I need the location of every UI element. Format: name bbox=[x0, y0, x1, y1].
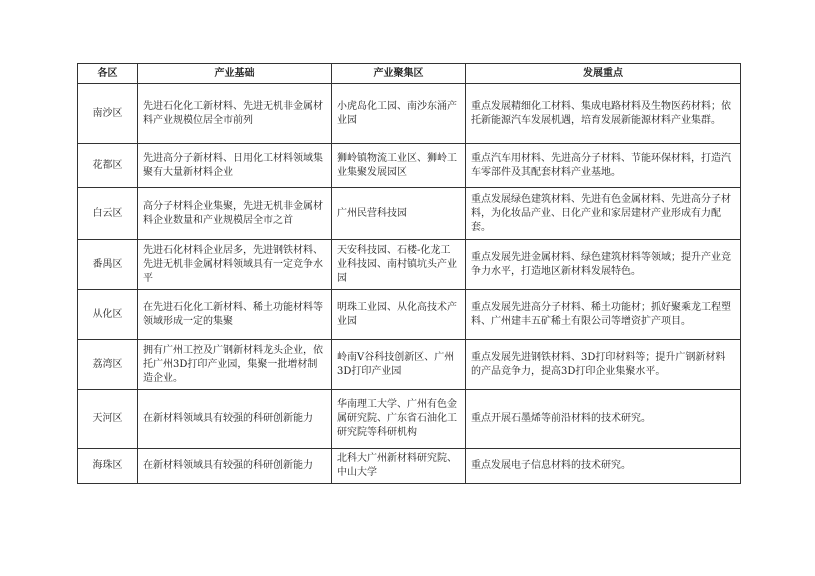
district-cell: 南沙区 bbox=[78, 84, 138, 144]
header-industry-base: 产业基础 bbox=[138, 64, 332, 84]
district-cell: 番禺区 bbox=[78, 240, 138, 290]
district-cell: 海珠区 bbox=[78, 449, 138, 484]
table-row bbox=[78, 188, 741, 240]
focus-cell: 重点发展电子信息材料的技术研究。 bbox=[466, 449, 741, 484]
table-row bbox=[78, 290, 741, 340]
industry-base-cell: 高分子材料企业集聚，先进无机非金属材料企业数量和产业规模居全市之首 bbox=[138, 188, 332, 240]
cluster-cell: 明珠工业园、从化高技术产业园 bbox=[332, 290, 466, 340]
cluster-cell: 小虎岛化工园、南沙东涌产业园 bbox=[332, 84, 466, 144]
table-row bbox=[78, 84, 741, 144]
district-cell: 荔湾区 bbox=[78, 340, 138, 390]
industry-base-cell: 在新材料领域具有较强的科研创新能力 bbox=[138, 449, 332, 484]
cluster-cell: 狮岭镇物流工业区、狮岭工业集聚发展园区 bbox=[332, 144, 466, 188]
district-cell: 花都区 bbox=[78, 144, 138, 188]
header-row bbox=[78, 64, 741, 84]
industry-base-cell: 在先进石化化工新材料、稀土功能材料等领域形成一定的集聚 bbox=[138, 290, 332, 340]
industry-base-cell: 先进石化材料企业居多，先进钢铁材料、先进无机非金属材料领域具有一定竞争水平 bbox=[138, 240, 332, 290]
focus-cell: 重点发展精细化工材料、集成电路材料及生物医药材料；依托新能源汽车发展机遇，培育发展新能源材料产业集群。 bbox=[466, 84, 741, 144]
focus-cell: 重点发展先进钢铁材料、3D打印材料等；提升广钢新材料的产品竞争力，提高3D打印企业集聚水平。 bbox=[466, 340, 741, 390]
focus-cell: 重点发展先进金属材料、绿色建筑材料等领域；提升产业竞争力水平，打造地区新材料发展特色。 bbox=[466, 240, 741, 290]
header-focus: 发展重点 bbox=[466, 64, 741, 84]
table-row bbox=[78, 340, 741, 390]
focus-cell: 重点发展绿色建筑材料、先进有色金属材料、先进高分子材料，为化妆品产业、日化产业和家居建材产业形成有力配套。 bbox=[466, 188, 741, 240]
focus-cell: 重点发展先进高分子材料、稀土功能材；抓好聚乘龙工程塑料、广州建丰五矿稀土有限公司等增资扩产项目。 bbox=[466, 290, 741, 340]
district-cell: 从化区 bbox=[78, 290, 138, 340]
table-row bbox=[78, 449, 741, 484]
cluster-cell: 岭南V谷科技创新区、广州3D打印产业园 bbox=[332, 340, 466, 390]
district-cell: 天河区 bbox=[78, 390, 138, 449]
header-district: 各区 bbox=[78, 64, 138, 84]
table-row bbox=[78, 390, 741, 449]
cluster-cell: 天安科技园、石楼-化龙工业科技园、南村镇坑头产业园 bbox=[332, 240, 466, 290]
header-cluster: 产业聚集区 bbox=[332, 64, 466, 84]
focus-cell: 重点开展石墨烯等前沿材料的技术研究。 bbox=[466, 390, 741, 449]
cluster-cell: 北科大广州新材料研究院、中山大学 bbox=[332, 449, 466, 484]
district-cell: 白云区 bbox=[78, 188, 138, 240]
industry-table bbox=[77, 63, 741, 484]
cluster-cell: 广州民营科技园 bbox=[332, 188, 466, 240]
industry-base-cell: 先进高分子新材料、日用化工材料领域集聚有大量新材料企业 bbox=[138, 144, 332, 188]
industry-base-cell: 先进石化化工新材料、先进无机非金属材料产业规模位居全市前列 bbox=[138, 84, 332, 144]
focus-cell: 重点汽车用材料、先进高分子材料、节能环保材料，打造汽车零部件及其配套材料产业基地。 bbox=[466, 144, 741, 188]
table-row bbox=[78, 240, 741, 290]
industry-base-cell: 拥有广州工控及广钢新材料龙头企业，依托广州3D打印产业园，集聚一批增材制造企业。 bbox=[138, 340, 332, 390]
table-row bbox=[78, 144, 741, 188]
cluster-cell: 华南理工大学、广州有色金属研究院、广东省石油化工研究院等科研机构 bbox=[332, 390, 466, 449]
industry-base-cell: 在新材料领域具有较强的科研创新能力 bbox=[138, 390, 332, 449]
